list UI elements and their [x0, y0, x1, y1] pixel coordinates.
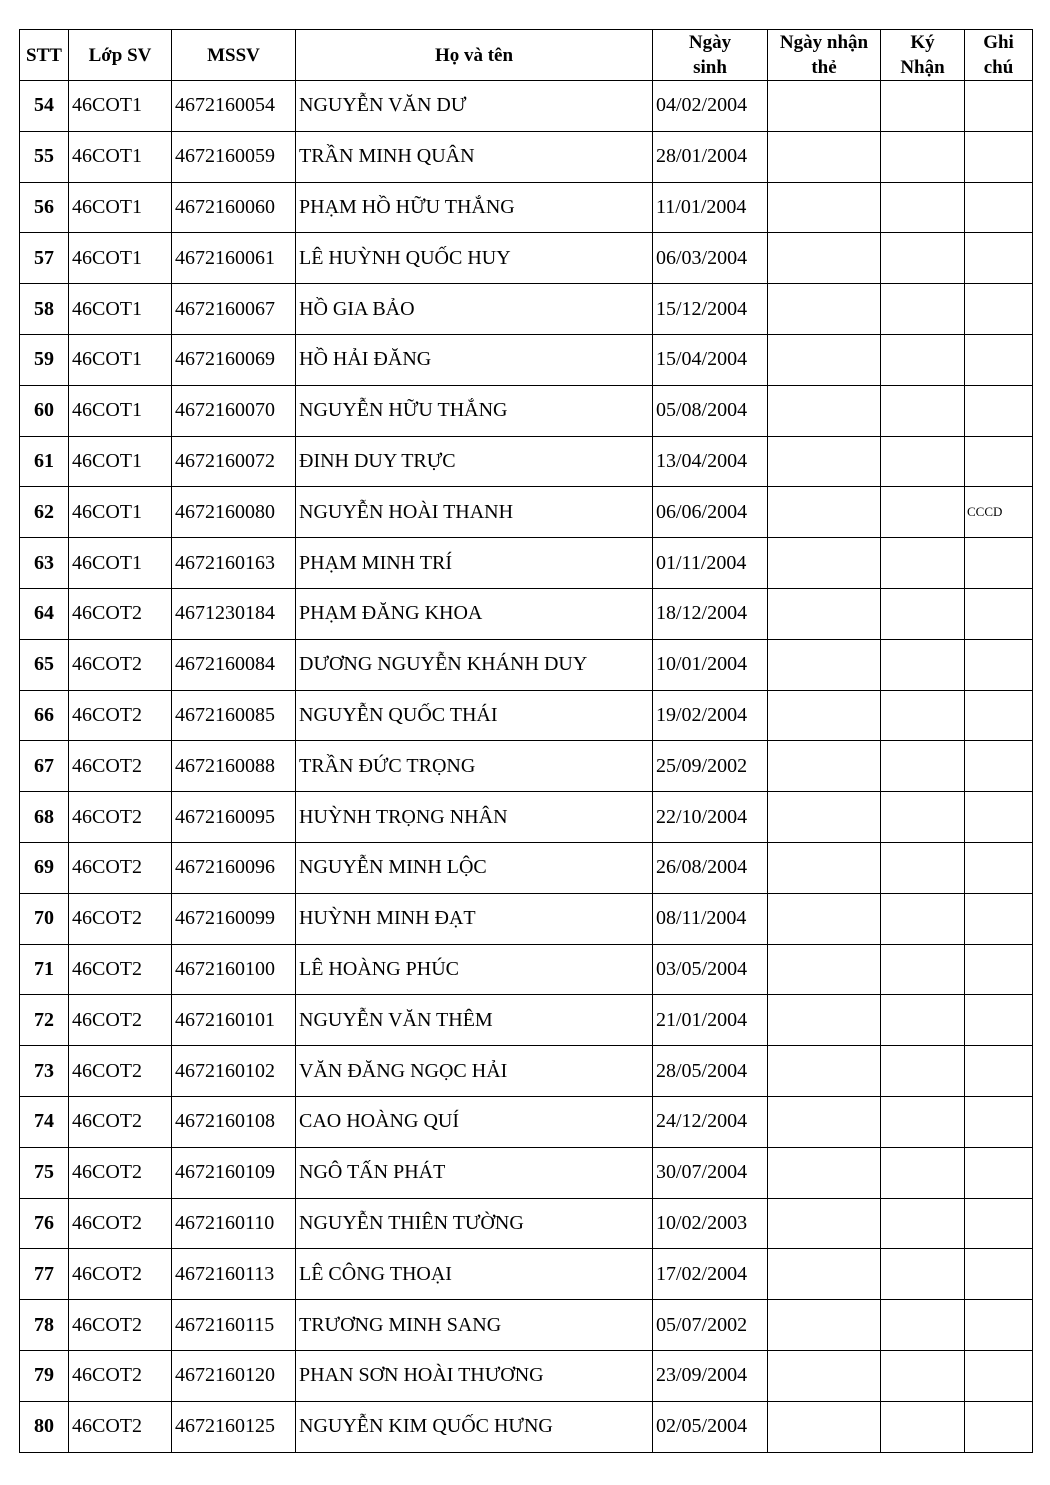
- sign-cell: [881, 233, 965, 284]
- dob-cell: 06/06/2004: [653, 487, 768, 538]
- dob-cell: 24/12/2004: [653, 1096, 768, 1147]
- class-cell: 46COT1: [69, 284, 172, 335]
- table-row: [20, 1350, 1033, 1401]
- name-cell: NGUYỄN HOÀI THANH: [296, 487, 653, 538]
- mssv-cell: 4672160084: [172, 639, 296, 690]
- received-cell: [768, 334, 881, 385]
- note-cell: [965, 842, 1033, 893]
- received-cell: [768, 81, 881, 132]
- table-row: [20, 131, 1033, 182]
- mssv-cell: 4672160060: [172, 182, 296, 233]
- sign-cell: [881, 588, 965, 639]
- received-cell: [768, 893, 881, 944]
- dob-cell: 10/01/2004: [653, 639, 768, 690]
- sign-cell: [881, 690, 965, 741]
- student-card-table: [19, 29, 1033, 1453]
- header-received-line1: Ngày nhận: [779, 32, 869, 53]
- table-row: [20, 233, 1033, 284]
- class-cell: 46COT1: [69, 182, 172, 233]
- mssv-cell: 4672160095: [172, 792, 296, 843]
- name-cell: PHẠM HỒ HỮU THẮNG: [296, 182, 653, 233]
- note-cell: [965, 334, 1033, 385]
- received-cell: [768, 1300, 881, 1351]
- mssv-cell: 4672160125: [172, 1401, 296, 1452]
- name-cell: PHAN SƠN HOÀI THƯƠNG: [296, 1350, 653, 1401]
- table-row: [20, 81, 1033, 132]
- note-cell: [965, 538, 1033, 589]
- name-cell: HUỲNH TRỌNG NHÂN: [296, 792, 653, 843]
- sign-cell: [881, 741, 965, 792]
- received-cell: [768, 792, 881, 843]
- table-body: [20, 81, 1033, 1453]
- header-mssv-label: MSSV: [207, 44, 260, 66]
- name-cell: NGUYỄN THIÊN TƯỜNG: [296, 1198, 653, 1249]
- mssv-cell: 4672160120: [172, 1350, 296, 1401]
- sign-cell: [881, 893, 965, 944]
- mssv-cell: 4672160067: [172, 284, 296, 335]
- sign-cell: [881, 538, 965, 589]
- table-row: [20, 842, 1033, 893]
- dob-cell: 05/07/2002: [653, 1300, 768, 1351]
- table-row: [20, 538, 1033, 589]
- stt-cell: 75: [20, 1147, 69, 1198]
- name-cell: NGUYỄN VĂN THÊM: [296, 995, 653, 1046]
- received-cell: [768, 842, 881, 893]
- class-cell: 46COT1: [69, 131, 172, 182]
- stt-cell: 71: [20, 944, 69, 995]
- name-cell: TRẦN MINH QUÂN: [296, 131, 653, 182]
- header-mssv: [172, 30, 296, 81]
- header-row: [20, 30, 1033, 81]
- name-cell: NGÔ TẤN PHÁT: [296, 1147, 653, 1198]
- sign-cell: [881, 487, 965, 538]
- class-cell: 46COT2: [69, 1046, 172, 1097]
- mssv-cell: 4672160054: [172, 81, 296, 132]
- class-cell: 46COT2: [69, 1300, 172, 1351]
- stt-cell: 58: [20, 284, 69, 335]
- class-cell: 46COT2: [69, 842, 172, 893]
- received-cell: [768, 1401, 881, 1452]
- header-dob: [653, 30, 768, 81]
- class-cell: 46COT1: [69, 81, 172, 132]
- dob-cell: 04/02/2004: [653, 81, 768, 132]
- name-cell: HỒ HẢI ĐĂNG: [296, 334, 653, 385]
- header-dob-line1: Ngày: [688, 32, 732, 53]
- mssv-cell: 4672160096: [172, 842, 296, 893]
- name-cell: HỒ GIA BẢO: [296, 284, 653, 335]
- mssv-cell: 4672160061: [172, 233, 296, 284]
- mssv-cell: 4672160088: [172, 741, 296, 792]
- table-row: [20, 1046, 1033, 1097]
- header-received-line2: thẻ: [811, 57, 837, 78]
- stt-cell: 64: [20, 588, 69, 639]
- stt-cell: 68: [20, 792, 69, 843]
- stt-cell: 79: [20, 1350, 69, 1401]
- stt-cell: 67: [20, 741, 69, 792]
- class-cell: 46COT1: [69, 487, 172, 538]
- name-cell: CAO HOÀNG QUÍ: [296, 1096, 653, 1147]
- name-cell: LÊ CÔNG THOẠI: [296, 1249, 653, 1300]
- stt-cell: 54: [20, 81, 69, 132]
- class-cell: 46COT2: [69, 1147, 172, 1198]
- name-cell: TRƯƠNG MINH SANG: [296, 1300, 653, 1351]
- class-cell: 46COT1: [69, 538, 172, 589]
- note-cell: [965, 893, 1033, 944]
- received-cell: [768, 487, 881, 538]
- name-cell: VĂN ĐĂNG NGỌC HẢI: [296, 1046, 653, 1097]
- dob-cell: 28/05/2004: [653, 1046, 768, 1097]
- note-cell: [965, 182, 1033, 233]
- note-cell: [965, 436, 1033, 487]
- table-row: [20, 334, 1033, 385]
- sign-cell: [881, 1401, 965, 1452]
- sign-cell: [881, 334, 965, 385]
- header-stt-label: STT: [26, 44, 62, 66]
- note-cell: [965, 1401, 1033, 1452]
- note-cell: [965, 1147, 1033, 1198]
- header-note-line2: chú: [983, 57, 1014, 78]
- mssv-cell: 4672160080: [172, 487, 296, 538]
- stt-cell: 63: [20, 538, 69, 589]
- dob-cell: 26/08/2004: [653, 842, 768, 893]
- mssv-cell: 4672160070: [172, 385, 296, 436]
- header-received: [768, 30, 881, 81]
- received-cell: [768, 436, 881, 487]
- class-cell: 46COT1: [69, 436, 172, 487]
- stt-cell: 73: [20, 1046, 69, 1097]
- note-cell: [965, 1046, 1033, 1097]
- class-cell: 46COT1: [69, 334, 172, 385]
- dob-cell: 25/09/2002: [653, 741, 768, 792]
- stt-cell: 62: [20, 487, 69, 538]
- table-row: [20, 690, 1033, 741]
- table-row: [20, 588, 1033, 639]
- class-cell: 46COT2: [69, 639, 172, 690]
- received-cell: [768, 385, 881, 436]
- note-cell: [965, 1300, 1033, 1351]
- class-cell: 46COT2: [69, 1198, 172, 1249]
- dob-cell: 11/01/2004: [653, 182, 768, 233]
- mssv-cell: 4672160109: [172, 1147, 296, 1198]
- dob-cell: 15/04/2004: [653, 334, 768, 385]
- mssv-cell: 4672160102: [172, 1046, 296, 1097]
- stt-cell: 55: [20, 131, 69, 182]
- note-cell: [965, 995, 1033, 1046]
- name-cell: LÊ HOÀNG PHÚC: [296, 944, 653, 995]
- note-cell: [965, 385, 1033, 436]
- dob-cell: 15/12/2004: [653, 284, 768, 335]
- sign-cell: [881, 131, 965, 182]
- received-cell: [768, 588, 881, 639]
- received-cell: [768, 182, 881, 233]
- table-row: [20, 792, 1033, 843]
- note-cell: [965, 588, 1033, 639]
- stt-cell: 57: [20, 233, 69, 284]
- received-cell: [768, 944, 881, 995]
- header-name-label: Họ và tên: [434, 44, 514, 66]
- table-row: [20, 385, 1033, 436]
- note-cell: [965, 1350, 1033, 1401]
- class-cell: 46COT2: [69, 1249, 172, 1300]
- header-stt: [20, 30, 69, 81]
- stt-cell: 72: [20, 995, 69, 1046]
- sign-cell: [881, 944, 965, 995]
- header-sign-line1: Ký: [910, 32, 935, 53]
- sign-cell: [881, 792, 965, 843]
- class-cell: 46COT2: [69, 741, 172, 792]
- mssv-cell: 4672160113: [172, 1249, 296, 1300]
- received-cell: [768, 538, 881, 589]
- stt-cell: 56: [20, 182, 69, 233]
- table-row: [20, 1198, 1033, 1249]
- header-sign-line2: Nhận: [900, 57, 945, 78]
- dob-cell: 18/12/2004: [653, 588, 768, 639]
- header-dob-line2: sinh: [693, 57, 727, 78]
- note-cell: [965, 639, 1033, 690]
- name-cell: PHẠM MINH TRÍ: [296, 538, 653, 589]
- class-cell: 46COT2: [69, 1096, 172, 1147]
- received-cell: [768, 741, 881, 792]
- sign-cell: [881, 436, 965, 487]
- table-row: [20, 487, 1033, 538]
- table-row: [20, 1096, 1033, 1147]
- received-cell: [768, 1096, 881, 1147]
- stt-cell: 59: [20, 334, 69, 385]
- received-cell: [768, 1249, 881, 1300]
- sign-cell: [881, 1046, 965, 1097]
- name-cell: LÊ HUỲNH QUỐC HUY: [296, 233, 653, 284]
- header-note: [965, 30, 1033, 81]
- dob-cell: 08/11/2004: [653, 893, 768, 944]
- stt-cell: 60: [20, 385, 69, 436]
- header-class: [69, 30, 172, 81]
- mssv-cell: 4672160069: [172, 334, 296, 385]
- received-cell: [768, 1350, 881, 1401]
- received-cell: [768, 233, 881, 284]
- note-cell: [965, 81, 1033, 132]
- dob-cell: 13/04/2004: [653, 436, 768, 487]
- sign-cell: [881, 1096, 965, 1147]
- received-cell: [768, 284, 881, 335]
- class-cell: 46COT2: [69, 1401, 172, 1452]
- note-cell: [965, 131, 1033, 182]
- note-cell: [965, 792, 1033, 843]
- received-cell: [768, 131, 881, 182]
- mssv-cell: 4672160115: [172, 1300, 296, 1351]
- stt-cell: 78: [20, 1300, 69, 1351]
- header-name: [296, 30, 653, 81]
- mssv-cell: 4672160110: [172, 1198, 296, 1249]
- note-cell: [965, 741, 1033, 792]
- sign-cell: [881, 1249, 965, 1300]
- sign-cell: [881, 995, 965, 1046]
- table-row: [20, 1147, 1033, 1198]
- sign-cell: [881, 284, 965, 335]
- dob-cell: 02/05/2004: [653, 1401, 768, 1452]
- header-sign: [881, 30, 965, 81]
- note-cell: [965, 1198, 1033, 1249]
- note-cell: [965, 1096, 1033, 1147]
- stt-cell: 65: [20, 639, 69, 690]
- stt-cell: 61: [20, 436, 69, 487]
- mssv-cell: 4671230184: [172, 588, 296, 639]
- name-cell: NGUYỄN QUỐC THÁI: [296, 690, 653, 741]
- sign-cell: [881, 1300, 965, 1351]
- received-cell: [768, 1198, 881, 1249]
- header-class-label: Lớp SV: [88, 44, 152, 66]
- name-cell: HUỲNH MINH ĐẠT: [296, 893, 653, 944]
- dob-cell: 19/02/2004: [653, 690, 768, 741]
- class-cell: 46COT2: [69, 588, 172, 639]
- name-cell: ĐINH DUY TRỰC: [296, 436, 653, 487]
- name-cell: NGUYỄN VĂN DƯ: [296, 81, 653, 132]
- note-cell: [965, 284, 1033, 335]
- sign-cell: [881, 1350, 965, 1401]
- table-row: [20, 1249, 1033, 1300]
- mssv-cell: 4672160059: [172, 131, 296, 182]
- mssv-cell: 4672160072: [172, 436, 296, 487]
- received-cell: [768, 639, 881, 690]
- mssv-cell: 4672160163: [172, 538, 296, 589]
- note-cell: [965, 690, 1033, 741]
- received-cell: [768, 1147, 881, 1198]
- table-row: [20, 893, 1033, 944]
- mssv-cell: 4672160085: [172, 690, 296, 741]
- class-cell: 46COT1: [69, 233, 172, 284]
- sign-cell: [881, 842, 965, 893]
- stt-cell: 69: [20, 842, 69, 893]
- dob-cell: 05/08/2004: [653, 385, 768, 436]
- dob-cell: 06/03/2004: [653, 233, 768, 284]
- table-row: [20, 995, 1033, 1046]
- table-row: [20, 284, 1033, 335]
- header-note-line1: Ghi: [983, 32, 1014, 53]
- name-cell: NGUYỄN MINH LỘC: [296, 842, 653, 893]
- table-row: [20, 741, 1033, 792]
- name-cell: PHẠM ĐĂNG KHOA: [296, 588, 653, 639]
- table-row: [20, 944, 1033, 995]
- dob-cell: 22/10/2004: [653, 792, 768, 843]
- sign-cell: [881, 182, 965, 233]
- dob-cell: 17/02/2004: [653, 1249, 768, 1300]
- table-row: [20, 639, 1033, 690]
- stt-cell: 66: [20, 690, 69, 741]
- stt-cell: 74: [20, 1096, 69, 1147]
- dob-cell: 10/02/2003: [653, 1198, 768, 1249]
- class-cell: 46COT2: [69, 690, 172, 741]
- class-cell: 46COT2: [69, 893, 172, 944]
- sign-cell: [881, 639, 965, 690]
- sign-cell: [881, 1147, 965, 1198]
- table-row: [20, 1300, 1033, 1351]
- table-row: [20, 182, 1033, 233]
- sign-cell: [881, 1198, 965, 1249]
- mssv-cell: 4672160101: [172, 995, 296, 1046]
- dob-cell: 23/09/2004: [653, 1350, 768, 1401]
- name-cell: TRẦN ĐỨC TRỌNG: [296, 741, 653, 792]
- stt-cell: 80: [20, 1401, 69, 1452]
- mssv-cell: 4672160108: [172, 1096, 296, 1147]
- note-cell: [965, 1249, 1033, 1300]
- mssv-cell: 4672160099: [172, 893, 296, 944]
- received-cell: [768, 690, 881, 741]
- received-cell: [768, 995, 881, 1046]
- dob-cell: 03/05/2004: [653, 944, 768, 995]
- class-cell: 46COT2: [69, 792, 172, 843]
- class-cell: 46COT2: [69, 944, 172, 995]
- stt-cell: 77: [20, 1249, 69, 1300]
- class-cell: 46COT1: [69, 385, 172, 436]
- sign-cell: [881, 81, 965, 132]
- mssv-cell: 4672160100: [172, 944, 296, 995]
- dob-cell: 01/11/2004: [653, 538, 768, 589]
- received-cell: [768, 1046, 881, 1097]
- table-row: [20, 436, 1033, 487]
- name-cell: DƯƠNG NGUYỄN KHÁNH DUY: [296, 639, 653, 690]
- stt-cell: 70: [20, 893, 69, 944]
- name-cell: NGUYỄN HỮU THẮNG: [296, 385, 653, 436]
- sign-cell: [881, 385, 965, 436]
- table-row: [20, 1401, 1033, 1452]
- dob-cell: 28/01/2004: [653, 131, 768, 182]
- dob-cell: 21/01/2004: [653, 995, 768, 1046]
- note-cell: [965, 944, 1033, 995]
- name-cell: NGUYỄN KIM QUỐC HƯNG: [296, 1401, 653, 1452]
- dob-cell: 30/07/2004: [653, 1147, 768, 1198]
- note-cell: [965, 233, 1033, 284]
- class-cell: 46COT2: [69, 1350, 172, 1401]
- note-cell: CCCD: [965, 487, 1033, 538]
- class-cell: 46COT2: [69, 995, 172, 1046]
- stt-cell: 76: [20, 1198, 69, 1249]
